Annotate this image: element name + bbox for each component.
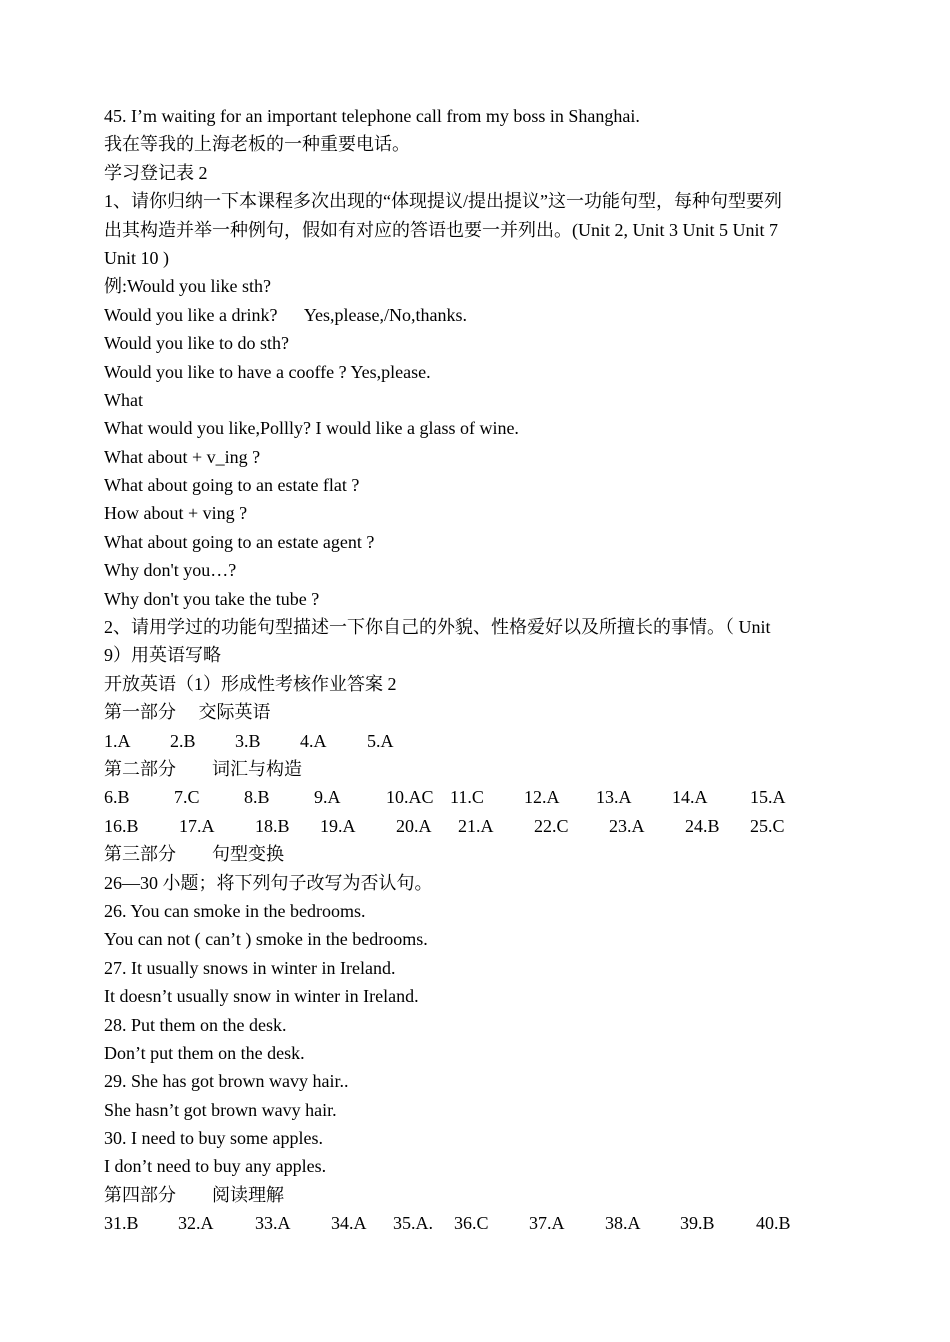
text-line: Would you like to do sth? [104, 333, 290, 354]
text-line: 出其构造并举一种例句，假如有对应的答语也要一并列出。(Unit 2, Unit 3 Unit 5 Unit 7 [104, 219, 778, 240]
answer-item: 14.A [672, 787, 708, 808]
answer-row-6-15 [104, 783, 850, 811]
text-line: 29. She has got brown wavy hair.. [104, 1071, 349, 1092]
text-line: How about + ving ? [104, 503, 248, 524]
answer-item: 5.A [367, 730, 394, 751]
section-heading: 第一部分 交际英语 [104, 702, 271, 723]
answer-item: 36.C [454, 1213, 489, 1234]
answer-item: 17.A [179, 815, 215, 836]
answer-item: 18.B [255, 815, 290, 836]
answer-item: 23.A [609, 815, 645, 836]
answer-item: 10.AC [386, 787, 434, 808]
text-line: What about + v_ing ? [104, 446, 261, 467]
answer-item: 3.B [235, 730, 261, 751]
text-line: What about going to an estate agent ? [104, 531, 375, 552]
text-line: She hasn’t got brown wavy hair. [104, 1099, 337, 1120]
answer-item: 4.A [300, 730, 327, 751]
answer-item: 12.A [524, 787, 560, 808]
answer-item: 24.B [685, 815, 720, 836]
text-line: 30. I need to buy some apples. [104, 1128, 323, 1149]
section-heading: 第二部分 词汇与构造 [104, 758, 302, 779]
answer-item: 2.B [170, 730, 196, 751]
answer-item: 38.A [605, 1213, 641, 1234]
answer-item: 22.C [534, 815, 569, 836]
text-line: 28. Put them on the desk. [104, 1014, 287, 1035]
text-line: What [104, 389, 143, 410]
answer-item: 32.A [178, 1213, 214, 1234]
answer-item: 9.A [314, 787, 341, 808]
text-line: Would you like a drink? Yes,please,/No,thanks. [104, 304, 468, 325]
text-line: 26. You can smoke in the bedrooms. [104, 900, 366, 921]
text-line: You can not ( can’t ) smoke in the bedrooms. [104, 929, 428, 950]
answer-row-1-5 [104, 727, 850, 755]
text-line: Don’t put them on the desk. [104, 1042, 305, 1063]
text-line: What about going to an estate flat ? [104, 475, 360, 496]
text-line: It doesn’t usually snow in winter in Ireland. [104, 986, 419, 1007]
text-line: 例:Would you like sth? [104, 276, 272, 297]
answer-item: 7.C [174, 787, 200, 808]
answer-item: 39.B [680, 1213, 715, 1234]
answer-item: 20.A [396, 815, 432, 836]
answer-item: 13.A [596, 787, 632, 808]
answer-item: 40.B [756, 1213, 791, 1234]
text-line: Why don't you take the tube ? [104, 588, 320, 609]
text-line: 26—30 小题；将下列句子改写为否认句。 [104, 872, 433, 893]
text-line: 1、请你归纳一下本课程多次出现的“体现提议/提出提议”这一功能句型，每种句型要列 [104, 191, 782, 212]
text-line: 9）用英语写略 [104, 645, 221, 666]
answer-item: 37.A [529, 1213, 565, 1234]
text-line: Why don't you…? [104, 560, 237, 581]
answer-item: 34.A [331, 1213, 367, 1234]
answer-item: 19.A [320, 815, 356, 836]
answer-item: 31.B [104, 1213, 139, 1234]
answer-row-16-25 [104, 812, 850, 840]
answer-item: 33.A [255, 1213, 291, 1234]
text-line: I don’t need to buy any apples. [104, 1156, 327, 1177]
answer-item: 35.A. [393, 1213, 433, 1234]
answer-row-31-40 [104, 1209, 850, 1237]
answer-item: 21.A [458, 815, 494, 836]
section-heading: 学习登记表 2 [104, 162, 208, 183]
text-line: Would you like to have a cooffe ? Yes,please. [104, 361, 431, 382]
answer-item: 8.B [244, 787, 270, 808]
section-heading: 第四部分 阅读理解 [104, 1184, 284, 1205]
answer-item: 16.B [104, 815, 139, 836]
text-line: Unit 10 ) [104, 247, 169, 268]
text-line: What would you like,Pollly? I would like a glass of wine. [104, 418, 519, 439]
answer-item: 1.A [104, 730, 131, 751]
answer-item: 6.B [104, 787, 130, 808]
text-line: 2、请用学过的功能句型描述一下你自己的外貌、性格爱好以及所擅长的事情。（ Unit [104, 617, 771, 638]
section-heading: 开放英语（1）形成性考核作业答案 2 [104, 673, 397, 694]
text-line: 27. It usually snows in winter in Ireland. [104, 957, 396, 978]
answer-item: 11.C [450, 787, 484, 808]
answer-item: 25.C [750, 815, 785, 836]
text-line: 我在等我的上海老板的一种重要电话。 [104, 134, 410, 155]
answer-item: 15.A [750, 787, 786, 808]
text-line: 45. I’m waiting for an important telephone call from my boss in Shanghai. [104, 106, 640, 126]
section-heading: 第三部分 句型变换 [104, 844, 284, 865]
